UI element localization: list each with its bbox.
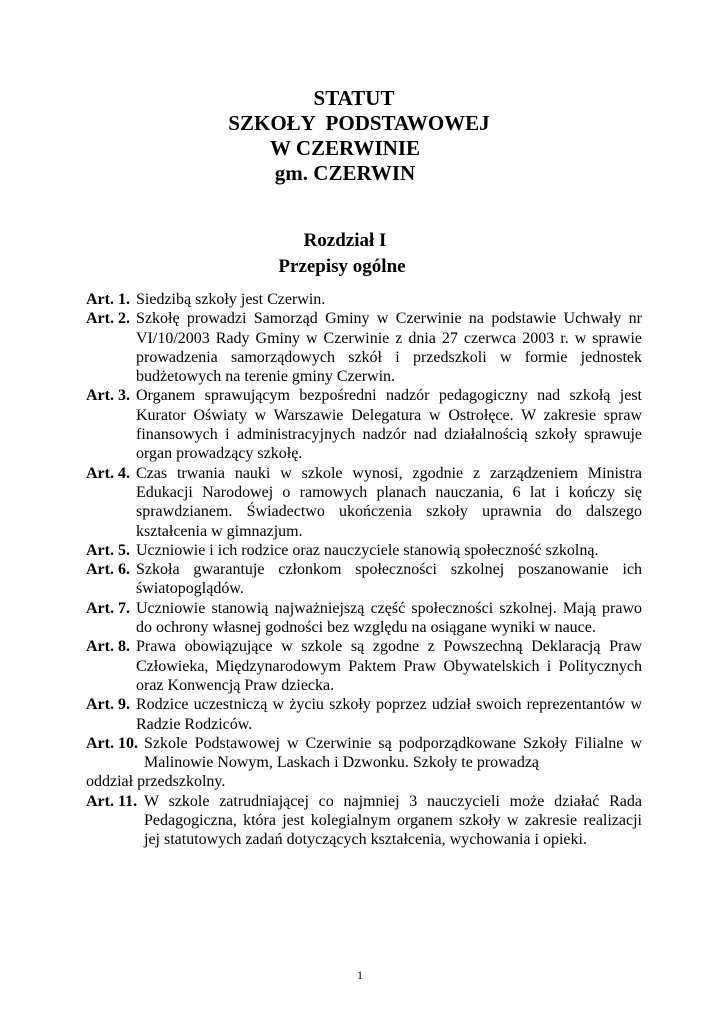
article-4 xyxy=(86,464,642,541)
article-9 xyxy=(86,695,642,734)
article-6 xyxy=(86,560,642,599)
title-line: gm. CZERWIN xyxy=(274,161,416,185)
chapter-number: Rozdział I xyxy=(303,230,387,251)
article-text: Prawa obowiązujące w szkole są zgodne z Powszechną Deklaracją Praw Człowieka, Międzynarodowym Paktem Praw Obywatelskich i Politycznych oraz Konwencją Praw dziecka. xyxy=(136,638,642,694)
article-text: Organem sprawującym bezpośredni nadzór pedagogiczny nad szkołą jest Kurator Oświaty w Warszawie Delegatura w Ostrołęce. W zakresie spraw finansowych i administracyjnych nadzór nad działalnością szkoły sprawuje organ prowadzący szkołę. xyxy=(136,387,642,463)
article-label: Art. 6. xyxy=(86,561,130,579)
chapter-heading xyxy=(0,228,724,280)
article-text: Uczniowie i ich rodzice oraz nauczyciele stanowią społeczność szkolną. xyxy=(136,541,599,559)
article-list xyxy=(86,290,642,850)
article-text: Rodzice uczestniczą w życiu szkoły poprzez udział swoich reprezentantów w Radzie Rodziców. xyxy=(136,696,642,733)
article-text: Szkoła gwarantuje członkom społeczności szkolnej poszanowanie ich światopoglądów. xyxy=(136,561,642,598)
article-label: Art. 3. xyxy=(86,387,130,405)
article-5 xyxy=(86,541,642,560)
article-label: Art. 5. xyxy=(86,541,130,559)
page-number: 1 xyxy=(357,968,363,982)
title-line: SZKOŁY PODSTAWOWEJ xyxy=(228,111,490,135)
article-text: Szkołę prowadzi Samorząd Gminy w Czerwinie na podstawie Uchwały nr VI/10/2003 Rady Gminy w Czerwinie z dnia 27 czerwca 2003 r. w sprawie prowadzenia samorządowych szkół i przedszkoli w formie jednostek budżetowych na terenie gminy Czerwin. xyxy=(136,310,642,386)
article-2 xyxy=(86,309,642,386)
chapter-name: Przepisy ogólne xyxy=(278,256,406,277)
article-text-continuation: oddział przedszkolny. xyxy=(86,773,226,791)
article-text: Czas trwania nauki w szkole wynosi, zgodnie z zarządzeniem Ministra Edukacji Narodowej o ramowych planach nauczania, 6 lat i kończy się sprawdzianem. Świadectwo ukończenia szkoły uprawnia do dalszego kształcenia w gimnazjum. xyxy=(136,464,642,540)
article-11 xyxy=(86,792,642,850)
article-label: Art. 11. xyxy=(86,792,138,810)
article-text: W szkole zatrudniającej co najmniej 3 nauczycieli może działać Rada Pedagogiczna, która jest kolegialnym organem szkoły w zakresie realizacji jej statutowych zadań dotyczących kształcenia, wychowania i opieki. xyxy=(144,792,642,849)
article-text: Uczniowie stanowią najważniejszą część społeczności szkolnej. Mają prawo do ochrony własnej godności bez względu na osiągane wyniki w nauce. xyxy=(136,599,642,637)
article-1 xyxy=(86,290,642,309)
article-3 xyxy=(86,386,642,463)
article-label: Art. 10. xyxy=(86,734,138,752)
article-text: Szkole Podstawowej w Czerwinie są podporządkowane Szkoły Filialne w Malinowie Nowym, Laskach i Dzwonku. Szkoły te prowadzą xyxy=(144,734,642,772)
title-line: STATUT xyxy=(313,86,395,110)
article-label: Art. 8. xyxy=(86,638,130,656)
article-label: Art. 7. xyxy=(86,599,130,617)
article-text: Siedzibą szkoły jest Czerwin. xyxy=(136,291,326,308)
article-10 xyxy=(86,734,642,792)
article-label: Art. 2. xyxy=(86,310,130,328)
article-label: Art. 1. xyxy=(86,291,130,308)
title-line: W CZERWINIE xyxy=(270,136,420,160)
article-label: Art. 4. xyxy=(86,464,130,482)
article-8 xyxy=(86,637,642,695)
article-label: Art. 9. xyxy=(86,696,130,714)
document-title xyxy=(0,86,724,186)
article-7 xyxy=(86,599,642,638)
